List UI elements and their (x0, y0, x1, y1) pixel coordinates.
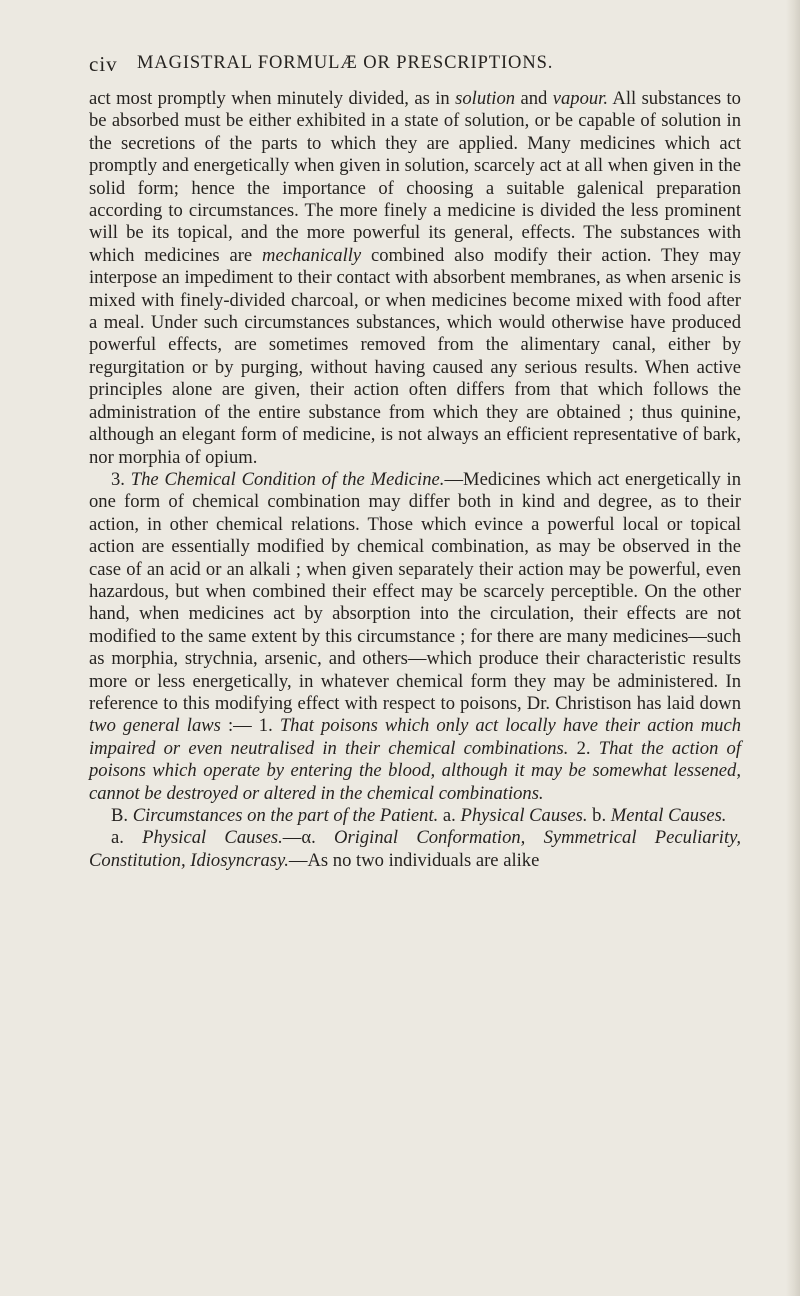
page-edge-shadow (786, 0, 800, 1296)
text-run: act most promptly when minutely divided, as in (89, 88, 456, 109)
paragraph-continuation (89, 88, 741, 469)
section-heading: The Chemical Condition of the Medicine. (130, 468, 445, 490)
running-title: MAGISTRAL FORMULÆ OR PRESCRIPTIONS. (137, 53, 554, 73)
italic-run: solution (455, 88, 516, 109)
law-two: That the action of poisons which operate by entering the blood, although it may be somewhat lessened, cannot be destroyed or altered in the chemical combinations. (89, 737, 742, 804)
text-run: a. (438, 805, 461, 826)
text-run: B. (111, 805, 133, 826)
section-heading: Physical Causes. (142, 827, 283, 849)
text-run: —α. (282, 827, 335, 849)
italic-run: two general laws (89, 715, 221, 737)
paragraph-patient-circumstances (89, 805, 741, 827)
page-number: civ (89, 52, 118, 76)
italic-run: Original Conformation, Symmetrical Peculiarity, Constitution, Idiosyncrasy. (89, 827, 741, 871)
text-run: —As no two individuals are alike (288, 849, 540, 871)
text-run: b. (587, 805, 611, 826)
italic-run: Mental Causes. (610, 805, 727, 826)
section-number: 3. (111, 468, 131, 490)
text-run: a. (111, 827, 143, 849)
section-heading: Circumstances on the part of the Patient. (132, 805, 439, 826)
text-run: :— 1. (220, 715, 280, 737)
text-run: combined also modify their action. They may interpose an impediment to their contact with absorbent membranes, as when arsenic is mixed with finely-divided charcoal, or when medicines become mixed with food after a meal. Under such circumstances substances, which would otherwise have produced powerful effects, are sometimes removed from the alimentary canal, either by regurgitation or by purging, without having caused any serious results. When active principles alone are given, their action often differs from that which follows the administration of the entire substance from which they are obtained ; thus quinine, although an elegant form of medicine, is not always an efficient representative of bark, nor morphia of opium. (89, 244, 742, 468)
italic-run: vapour. (552, 88, 608, 109)
paragraph-physical-causes (89, 827, 741, 872)
italic-run: mechanically (262, 244, 362, 266)
paragraph-chemical-condition (89, 469, 741, 805)
body-text (89, 88, 741, 872)
page-header (89, 52, 739, 82)
text-run: and (515, 88, 553, 109)
text-run: 2. (568, 737, 599, 759)
text-run: All substances to be absorbed must be either exhibited in a state of solution, or be capable of solution in the secretions of the parts to which they are applied. Many medicines which act promptly and energetically when given in solution, scarcely act at all when given in the solid form; hence the importance of choosing a suitable galenical preparation according to circumstances. The more finely a medicine is divided the less prominent will be its topical, and the more powerful its general, effects. The substances with which medicines are (89, 88, 741, 266)
law-one: That poisons which only act locally have their action much impaired or even neutralised in their chemical combinations. (89, 715, 742, 759)
text-run: —Medicines which act energetically in one form of chemical combination may differ both in kind and degree, as to their action, in other chemical relations. Those which evince a powerful local or topical action are essentially modified by chemical combination, as may be observed in the case of an acid or an alkali ; when given separately their action may be powerful, even hazardous, but when combined their effect may be scarcely perceptible. On the other hand, when medicines act by absorption into the circulation, their effects are not modified to the same extent by this circumstance ; for there are many medicines—such as morphia, strychnia, arsenic, and others—which produce their characteristic results more or less energetically, in whatever chemical form they may be administered. In reference to this modifying effect with respect to poisons, Dr. Christison has laid down (89, 468, 742, 714)
italic-run: Physical Causes. (460, 805, 588, 826)
